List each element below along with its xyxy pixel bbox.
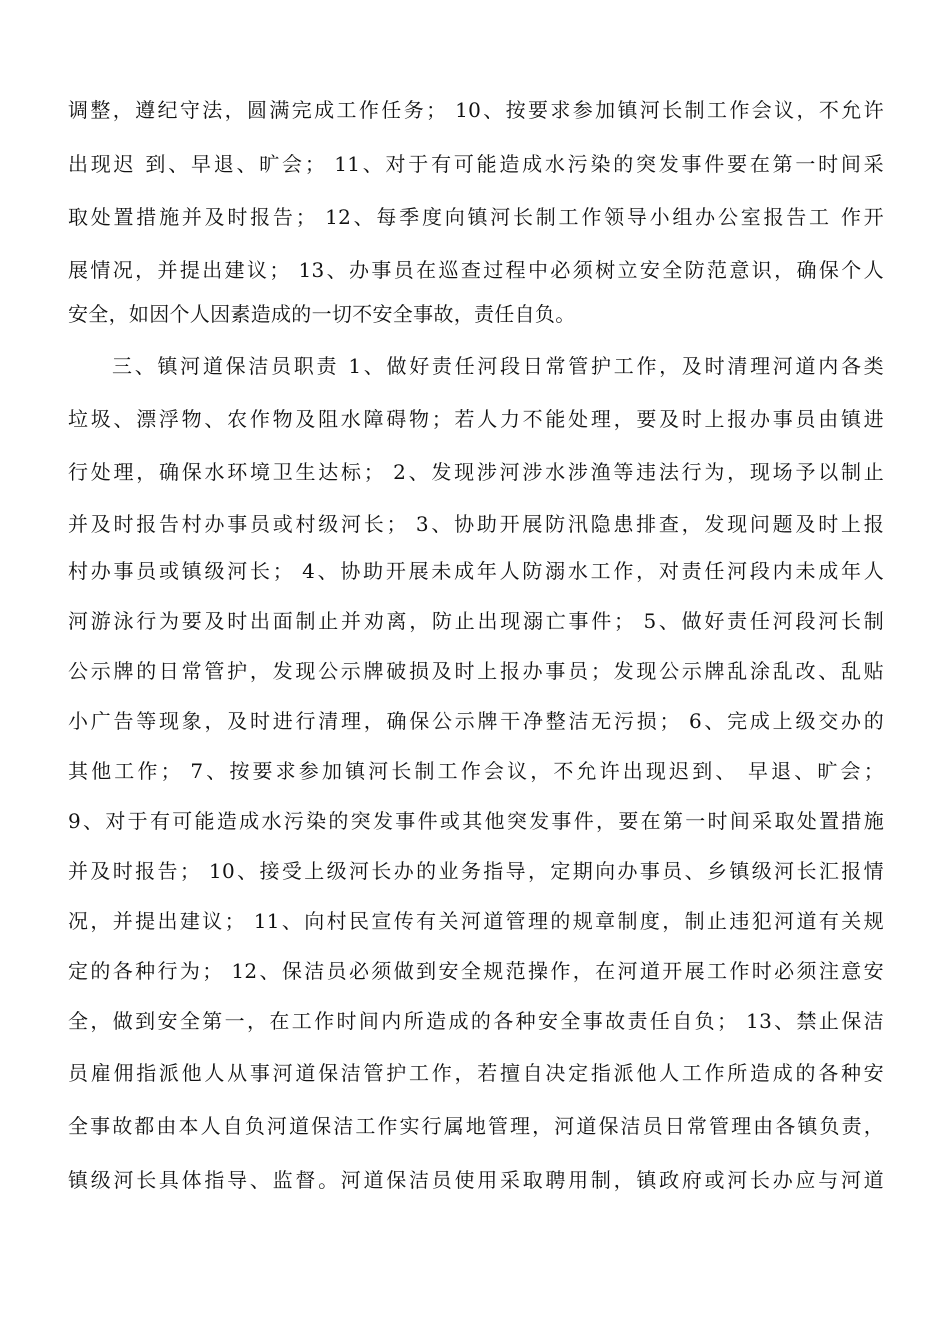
text-line: 行处理，确保水环境卫生达标； 2、发现涉河涉水涉渔等违法行为，现场予以制止 [68,460,884,484]
text-line: 河游泳行为要及时出面制止并劝离，防止出现溺亡事件； 5、做好责任河段河长制 [68,609,884,633]
text-line: 全，做到安全第一，在工作时间内所造成的各种安全事故责任自负； 13、禁止保洁 [68,1009,884,1033]
text-line: 镇级河长具体指导、监督。河道保洁员使用采取聘用制，镇政府或河长办应与河道 [68,1168,884,1192]
text-line: 9、对于有可能造成水污染的突发事件或其他突发事件，要在第一时间采取处置措施 [68,809,884,833]
text-line: 取处置措施并及时报告； 12、每季度向镇河长制工作领导小组办公室报告工 作开 [68,205,884,229]
text-line: 并及时报告村办事员或村级河长； 3、协助开展防汛隐患排查，发现问题及时上报 [68,512,884,536]
text-line: 员雇佣指派他人从事河道保洁管护工作，若擅自决定指派他人工作所造成的各种安 [68,1061,884,1085]
text-line: 小广告等现象，及时进行清理，确保公示牌干净整洁无污损； 6、完成上级交办的 [68,709,884,733]
text-line: 垃圾、漂浮物、农作物及阻水障碍物；若人力不能处理，要及时上报办事员由镇进 [68,407,884,431]
text-line: 展情况，并提出建议； 13、办事员在巡查过程中必须树立安全防范意识，确保个人 [68,258,884,282]
section-heading-line: 三、镇河道保洁员职责 1、做好责任河段日常管护工作，及时清理河道内各类 [112,354,884,378]
text-line: 出现迟 到、早退、旷会； 11、对于有可能造成水污染的突发事件要在第一时间采 [68,152,884,176]
text-line: 全事故都由本人自负河道保洁工作实行属地管理，河道保洁员日常管理由各镇负责， [68,1114,884,1138]
text-line: 调整，遵纪守法，圆满完成工作任务； 10、按要求参加镇河长制工作会议，不允许 [68,98,884,122]
text-line: 况，并提出建议； 11、向村民宣传有关河道管理的规章制度，制止违犯河道有关规 [68,909,884,933]
text-line: 村办事员或镇级河长； 4、协助开展未成年人防溺水工作，对责任河段内未成年人 [68,559,884,583]
text-line: 并及时报告； 10、接受上级河长办的业务指导，定期向办事员、乡镇级河长汇报情 [68,859,884,883]
text-line: 定的各种行为； 12、保洁员必须做到安全规范操作，在河道开展工作时必须注意安 [68,959,884,983]
text-line: 其他工作； 7、按要求参加镇河长制工作会议，不允许出现迟到、 早退、旷会； [68,759,884,783]
text-line: 安全，如因个人因素造成的一切不安全事故，责任自负。 [68,302,576,326]
text-line: 公示牌的日常管护，发现公示牌破损及时上报办事员；发现公示牌乱涂乱改、乱贴 [68,659,884,683]
